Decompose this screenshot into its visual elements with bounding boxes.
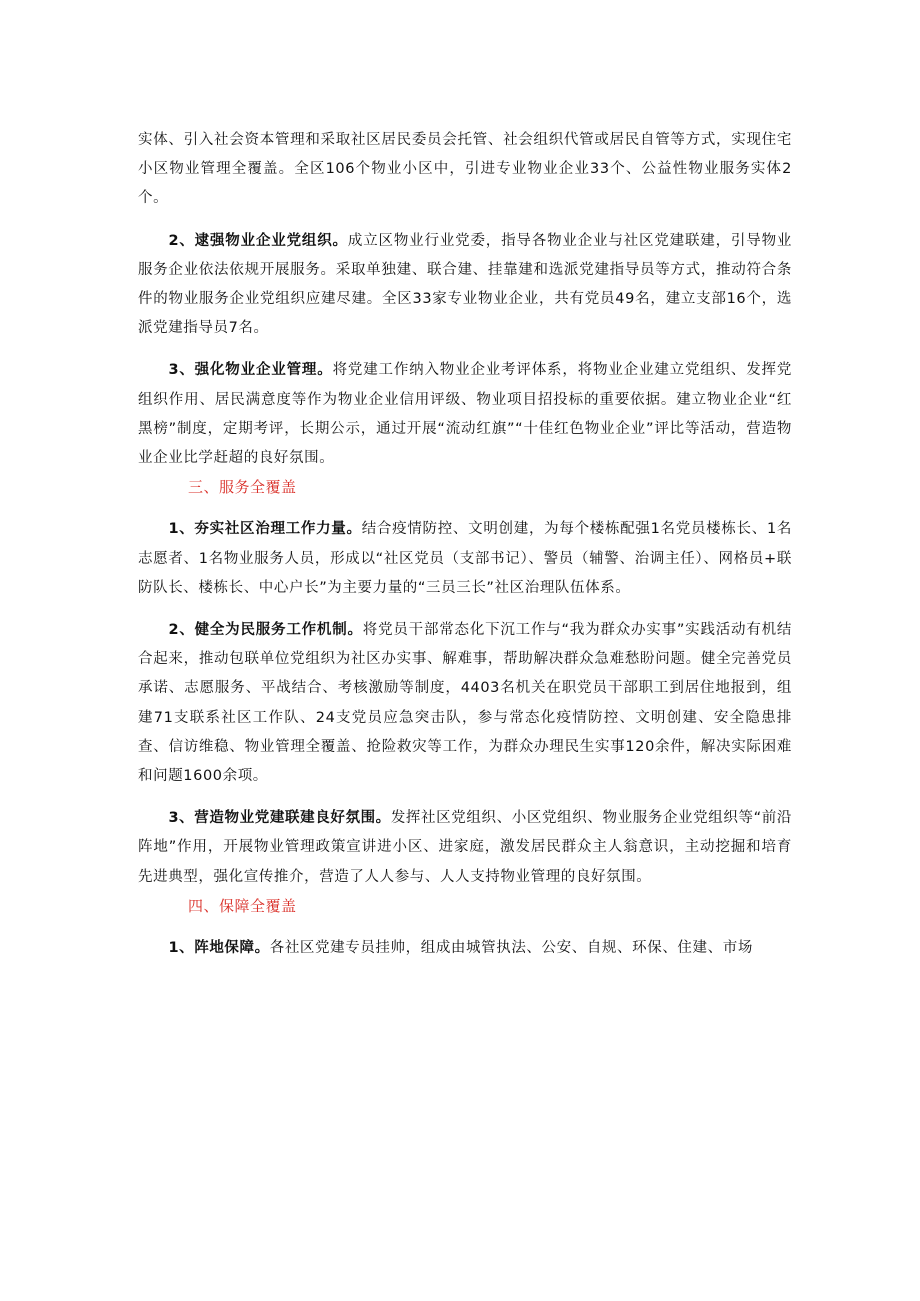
- section-heading-service: 三、服务全覆盖: [188, 478, 297, 497]
- paragraph-lead: 2、逮强物业企业党组织。: [168, 232, 348, 249]
- paragraph-text: 将党建工作纳入物业企业考评体系，将物业企业建立党组织、发挥党组织作用、居民满意度等作为物业企业信用评级、物业项目招投标的重要依据。建立物业企业“红黑榜”制度，定期考评，长期公示，通过开展“流动红旗”“十佳红色物业企业”评比等活动，营造物业企业比学赶超的良好氛围。: [138, 362, 792, 467]
- paragraph-atmosphere: [138, 804, 792, 892]
- document-body: [138, 126, 792, 963]
- paragraph-governance-force: [138, 515, 792, 603]
- paragraph-continuation: [138, 126, 792, 214]
- paragraph-text: 结合疫情防控、文明创建，为每个楼栋配强1名党员楼栋长、1名志愿者、1名物业服务人员，形成以“社区党员（支部书记）、警员（辅警、治调主任）、网格员+联防队长、楼栋长、中心户长”为主要力量的“三员三长”社区治理队伍体系。: [138, 521, 792, 596]
- paragraph-enterprise-management: [138, 356, 792, 473]
- paragraph-lead: 1、夯实社区治理工作力量。: [168, 521, 362, 538]
- paragraph-lead: 3、强化物业企业管理。: [168, 362, 333, 379]
- paragraph-text: 各社区党建专员挂帅，组成由城管执法、公安、自规、环保、住建、市场: [269, 940, 753, 957]
- paragraph-text: 将党员干部常态化下沉工作与“我为群众办实事”实践活动有机结合起来，推动包联单位党组织为社区办实事、解难事，帮助解决群众急难愁盼问题。健全完善党员承诺、志愿服务、平战结合、考核激励等制度，4403名机关在职党员干部职工到居住地报到，组建71支联系社区工作队、24支党员应急突击队，参与常态化疫情防控、文明创建、安全隐患排查、信访维稳、物业管理全覆盖、抢险救灾等工作，为群众办理民生实事120余件，解决实际困难和问题1600余项。: [138, 622, 793, 785]
- paragraph-lead: 3、营造物业党建联建良好氛围。: [168, 810, 391, 827]
- paragraph-lead: 2、健全为民服务工作机制。: [168, 622, 363, 639]
- section-heading-guarantee: 四、保障全覆盖: [188, 896, 297, 915]
- paragraph-position-guarantee: [138, 934, 792, 963]
- paragraph-lead: 1、阵地保障。: [168, 940, 270, 957]
- paragraph-text: 成立区物业行业党委，指导各物业企业与社区党建联建，引导物业服务企业依法依规开展服务。采取单独建、联合建、挂靠建和选派党建指导员等方式，推动符合条件的物业服务企业党组织应建尽建。全区33家专业物业企业，共有党员49名，建立支部16个，选派党建指导员7名。: [138, 232, 792, 337]
- paragraph-party-organization: [138, 227, 792, 344]
- paragraph-text: 发挥社区党组织、小区党组织、物业服务企业党组织等“前沿阵地”作用，开展物业管理政策宣讲进小区、进家庭，激发居民群众主人翁意识，主动挖掘和培育先进典型，强化宣传推介，营造了人人参与、人人支持物业管理的良好氛围。: [138, 810, 792, 885]
- paragraph-text: 实体、引入社会资本管理和采取社区居民委员会托管、社会组织代管或居民自管等方式，实现住宅小区物业管理全覆盖。全区106个物业小区中，引进专业物业企业33个、公益性物业服务实体2个。: [138, 132, 792, 207]
- paragraph-service-mechanism: [138, 616, 792, 791]
